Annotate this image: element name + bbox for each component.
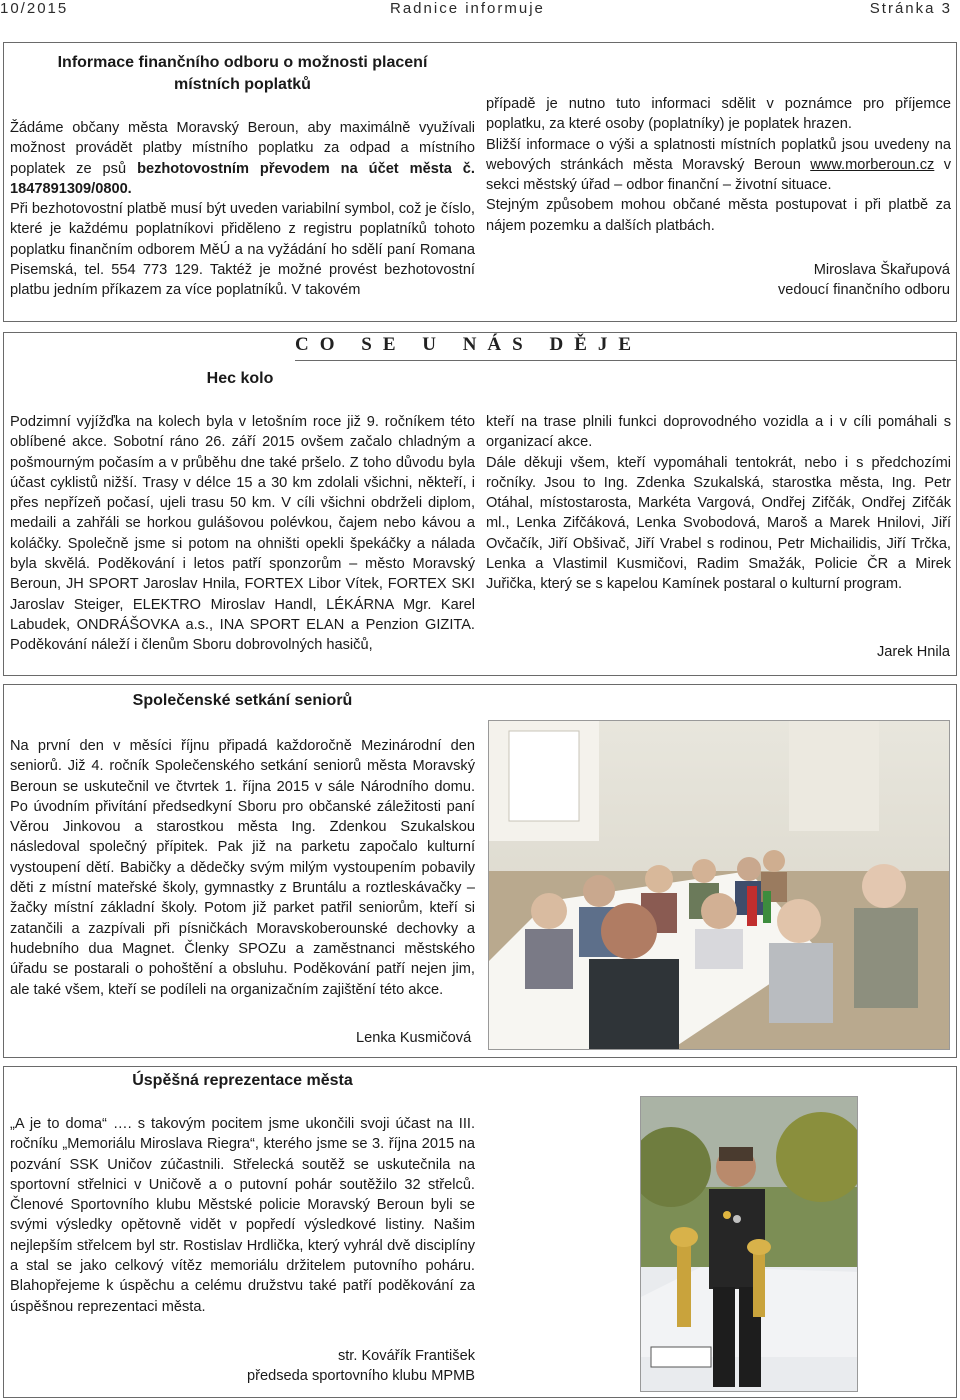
finance-paragraph-3: případě je nutno tuto informaci sdělit v poznámce pro příjemce poplatku, za které osoby (poplatníky) je poplatek hrazen. [486,96,951,133]
hec-title: Hec kolo [206,370,274,387]
shooting-text: „A je to doma“ …. s takovým pocitem jsme ukončili svoji účast na III. ročníku „Memoriálu Miroslava Riegra“, kterého jsme se 3. října 2015 na pozvání SSK Uničov zúčastnili. Střelecká soutěž se uskutečnila na sportovní střelnici v Uničově a o putovní pohár soutěžilo 32 střelců. Členové Sportovního klubu Městské policie Moravský Beroun byli se svými výsledky opětovně vidět v popředí výsledkové listiny. Našim nejlepším střelcem byl str. Rostislav Hrdlička, který vyhrál dvě disciplíny a stal se jako celkový vítěz memoriálu držitelem putovního poháru. Blahopřejeme k úspěchu a celému družstvu také patří poděkování za úspěšnou reprezentaci města. [10,1116,475,1315]
signature-role: vedoucí finančního odboru [777,282,950,299]
section-banner: CO SE U NÁS DĚJE [295,334,643,355]
signature-name: Miroslava Škařupová [813,262,950,278]
finance-title-line2: místních poplatků [174,76,311,93]
finance-paragraph-4: Bližší informace o výši a splatnosti místních poplatků jsou uvedeny na webových stránkách města Moravský Beroun www.morberoun.cz v sekci městský úřad – odbor finanční – životní situace. [486,136,951,194]
finance-paragraph-2: Při bezhotovostní platbě musí být uveden variabilní symbol, což je číslo, které je každému poplatníkovi přiděleno z registru poplatníků tohoto poplatku finančním odborem MěÚ a na vyžádání ho sdělí paní Romana Pisemská, tel. 554 773 129. Taktéž je možné provést bezhotovostní platbu jedním příkazem za více poplatníků. V takovém [10,201,475,299]
finance-column-left [10,118,475,301]
shooting-signature [247,1346,475,1387]
hec-column-left: Podzimní vyjížďka na kolech byla v letošním roce již 9. ročníkem této oblíbené akce. Sobotní ráno 26. září 2015 ovšem začalo chladným a pošmourným počasím a v průběhu dne také pršelo. Z toho důvodu byla účast cyklistů nižší. Trasy v délce 15 a 30 km zdolali všichni, někteří, i přes nepřízeň počasí, ujeli trasu 50 km. V cíli všichni obdrželi diplom, medaili a zahřáli se horkou gulášovou polévkou, čajem nebo kávou a koláčky. Společně jsme si potom na ohništi opekli špekáčky a nálada byla skvělá. Poděkování i letos patří sponzorům – město Moravský Beroun, JH SPORT Jaroslav Hnila, FORTEX Libor Vítek, FORTEX SKI Jaroslav Steiger, ELEKTRO Miroslav Handl, LÉKÁRNA Mgr. Karel Labudek, ONDRÁŠOVKA a.s., INA SPORT ELAN a Penzion GIZITA. Poděkování náleží i členům Sboru dobrovolných hasičů, [10,414,475,654]
page-number: Stránka 3 [869,0,952,17]
shooting-photo [640,1096,858,1392]
finance-paragraph-5: Stejným způsobem mohou občané města postupovat i při platbě za nájem pozemku a dalších platbách. [486,197,951,234]
shooting-photo-image [641,1097,858,1392]
finance-column-right [486,94,951,236]
finance-paragraph-1: Žádáme občany města Moravský Beroun, aby maximálně využívali možnost provádět platby místního poplatku za odpad a místního poplatek ze psů bezhotovostním převodem na účet města č. 1847891309/0800. [10,120,475,197]
newsletter-title: Radnice informuje [390,0,545,17]
hec-signature: Jarek Hnila [877,644,950,660]
finance-title-line1: Informace finančního odboru o možnosti placení [57,54,428,71]
finance-title [10,52,475,96]
hec-column-right [486,412,951,595]
seniors-signature: Lenka Kusmičová [356,1030,472,1046]
shooting-signature-name: str. Kovářík František [337,1348,475,1364]
hec-paragraph-3: Dále děkuji všem, kteří vypomáhali tentokrát, nebo i s předchozími ročníky. Jsou to Ing. Zdenka Szukalská, starostka města, Ing. Petr Otáhal, místostarosta, Markéta Vargová, Ondřej Zifčák, Ondřej Zifčák ml., Lenka Zifčáková, Lenka Svobodová, Maroš a Marek Hnilovi, Jiří Ovčačík, Jiří Obšivač, Jiří Vrabel s rodinou, Petr Michailidis, Jiří Trčka, Lenka a Vlastimil Kusmičovi, Radim Smažák, Policie ČR a Mirek Juřička, který se s kapelou Kamínek postaral o kulturní program. [486,454,951,593]
seniors-title: Společenské setkání seniorů [132,692,353,709]
seniors-photo [488,720,950,1050]
shooting-signature-role: předseda sportovního klubu MPMB [247,1368,475,1385]
seniors-photo-image [489,721,950,1050]
page-header [0,0,960,20]
issue-number: 10/2015 [0,0,69,17]
shooting-title: Úspěšná reprezentace města [132,1072,353,1089]
seniors-text: Na první den v měsíci říjnu připadá každoročně Mezinárodní den seniorů. Již 4. ročník Společenského setkání seniorů města Moravský Beroun se uskutečnil ve čtvrtek 1. října 2015 v sále Národního domu. Po úvodním přivítání předsedkyní Sboru pro občanské záležitosti paní Věrou Jinkovou a starostkou města Ing. Zdenkou Szukalskou následoval společný přípitek. Pak již na parketu započalo kulturní vystoupení dětí. Babičky a dědečky svým milým vystoupením pobavily děti z místní mateřské školy, gymnastky z Bruntálu a roztleskávačky – žačky místní základní školy. Potom již parket patřil seniorům, kteří si zatančili a zazpívali při písničkách Moravskoberounské dechovky a hudebního dua Magnet. Členky SPOZu a zaměstnanci městského úřadu se postarali o pohoštění a obsluhu. Poděkování patří nejen jim, ale také všem, kteří se podíleli na organizačním zajištění této akce. [10,738,475,998]
hec-paragraph-2: kteří na trase plnili funkci doprovodného vozidla a i v cíli pomáhali s organizací akce. [486,414,951,451]
website-link[interactable]: www.morberoun.cz [810,156,935,173]
finance-signature [778,260,950,301]
